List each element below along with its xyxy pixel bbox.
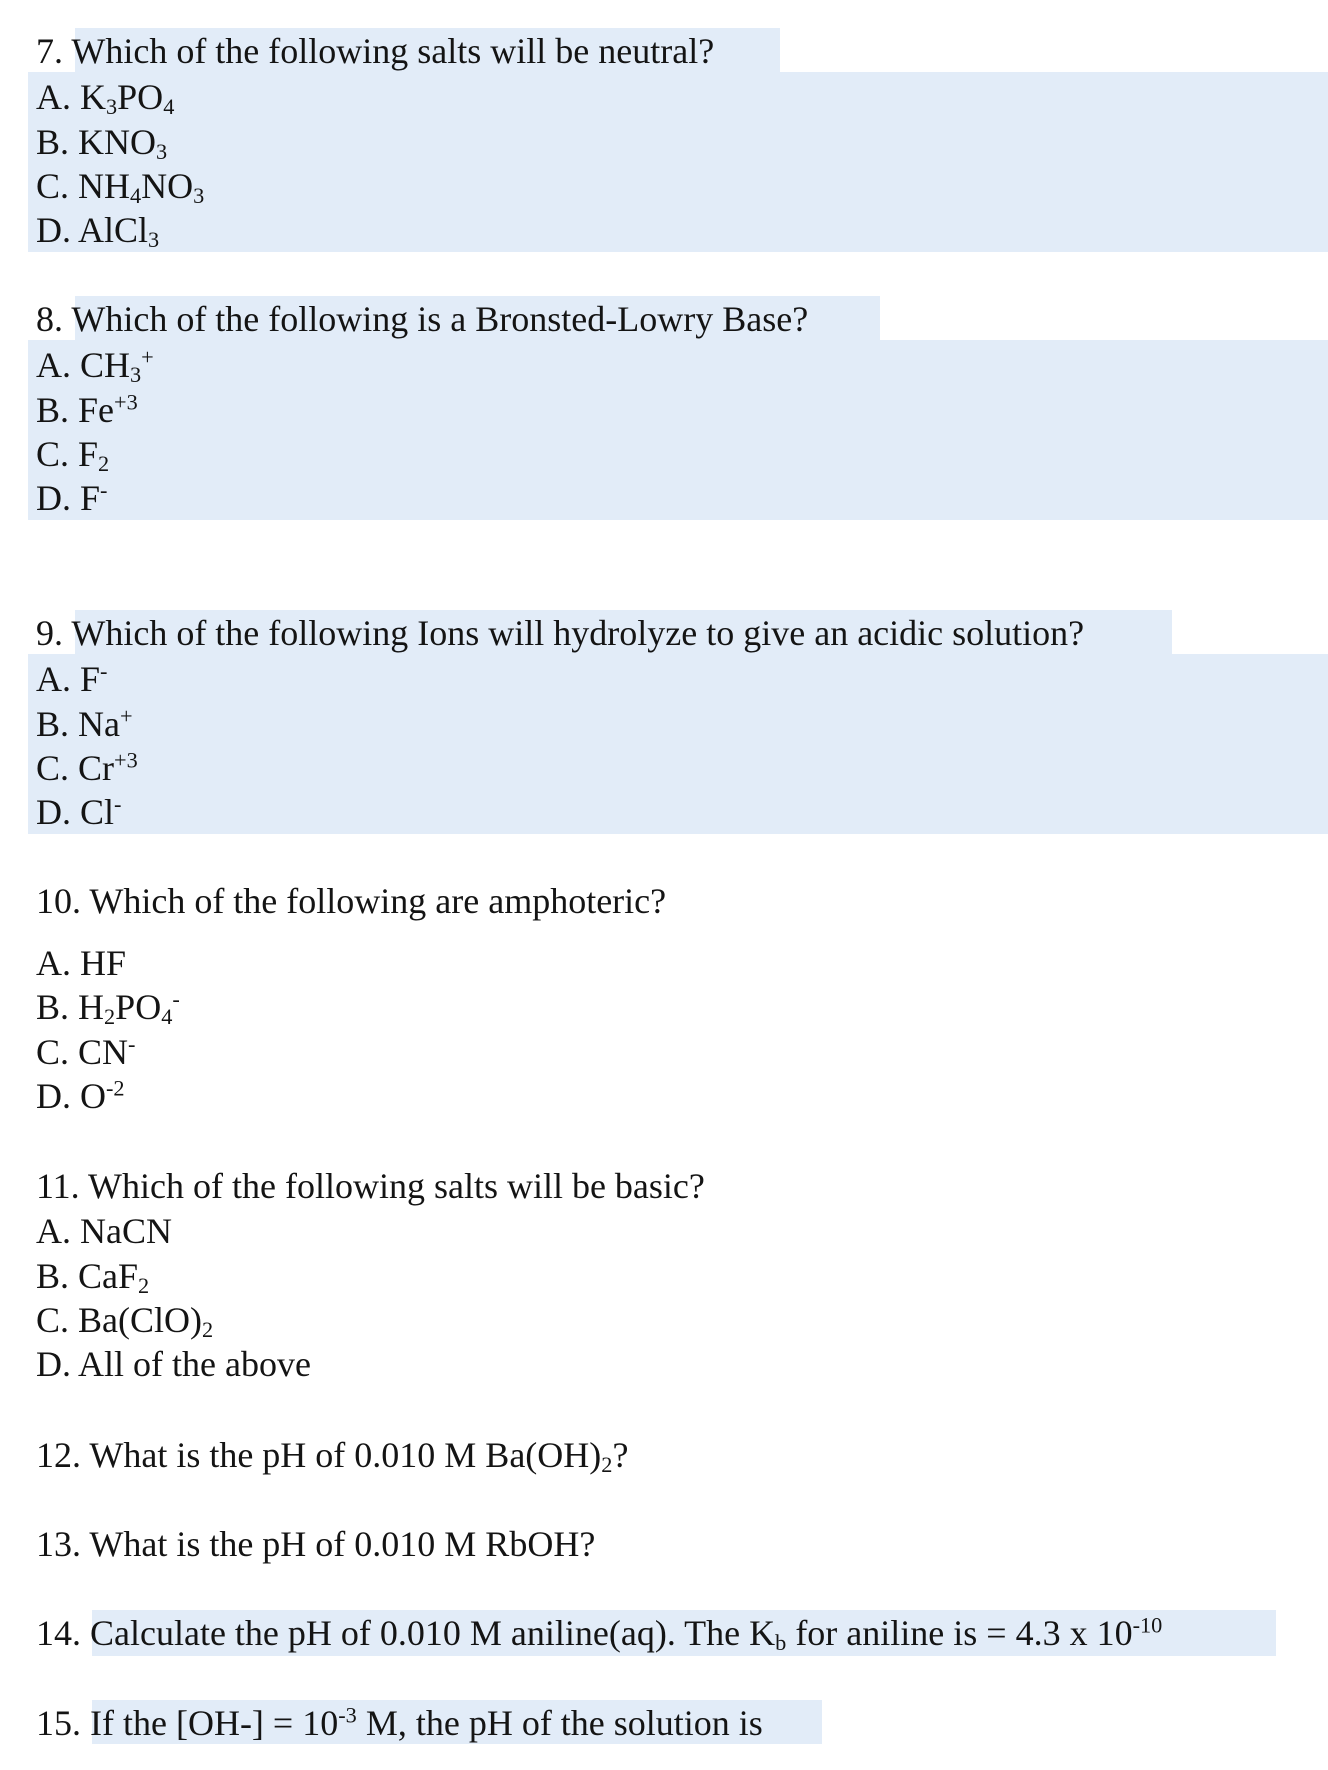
- q7-option-a: A. $K_3PO_4$: [36, 77, 175, 119]
- question-13: 13. What is the pH of 0.010 M RbOH?: [36, 1524, 596, 1564]
- q10-option-a: A. HF: [36, 943, 127, 983]
- q11-option-b: B. CaF$_2$: [36, 1256, 150, 1298]
- q9-option-c: C. $Cr^{+3}$: [36, 747, 138, 788]
- q11-option-a: A. NaCN: [36, 1211, 172, 1251]
- question-14: 14. Calculate the pH of 0.010 M aniline(aq). The $K_b$ for aniline is = 4.3 x $10^{-10}$: [36, 1612, 1163, 1655]
- question-12: 12. What is the pH of 0.010 M $Ba(OH)_2$?: [36, 1435, 629, 1477]
- q10-option-b: B. $H_2PO_4^-$: [36, 986, 180, 1029]
- q8-option-c: C. $F_2$: [36, 434, 110, 476]
- question-10: 10. Which of the following are amphoteric?: [36, 881, 667, 921]
- question-9: 9. Which of the following Ions will hydrolyze to give an acidic solution?: [36, 613, 1085, 653]
- q8-option-a: A. $CH_3^+$: [36, 344, 154, 387]
- q10-option-d: D. $O^{-2}$: [36, 1075, 125, 1116]
- q10-option-c: C. CN-: [36, 1031, 136, 1072]
- question-11: 11. Which of the following salts will be basic?: [36, 1166, 705, 1206]
- highlight-q8-options: [28, 340, 1328, 520]
- q8-option-d: D. F-: [36, 477, 108, 518]
- question-8: 8. Which of the following is a Bronsted-Lowry Base?: [36, 299, 809, 339]
- q7-option-c: C. $NH_4NO_3$: [36, 166, 205, 208]
- highlight-q7-options: [28, 72, 1328, 252]
- q7-option-b: B. $KNO_3$: [36, 122, 168, 164]
- q7-option-d: D. AlCl$_3$: [36, 210, 160, 252]
- highlight-q9-options: [28, 654, 1328, 834]
- q11-option-d: D. All of the above: [36, 1344, 311, 1384]
- q11-option-c: C. $Ba(ClO)_2$: [36, 1300, 214, 1342]
- q9-option-b: B. Na+: [36, 703, 133, 744]
- q8-option-b: B. $Fe^{+3}$: [36, 389, 138, 430]
- q9-option-a: A. F-: [36, 658, 108, 699]
- question-7: 7. Which of the following salts will be neutral?: [36, 31, 715, 71]
- question-15: 15. If the $[OH-] = 10^{-3}$ M, the pH of the solution is: [36, 1702, 763, 1743]
- q9-option-d: D. Cl-: [36, 791, 122, 832]
